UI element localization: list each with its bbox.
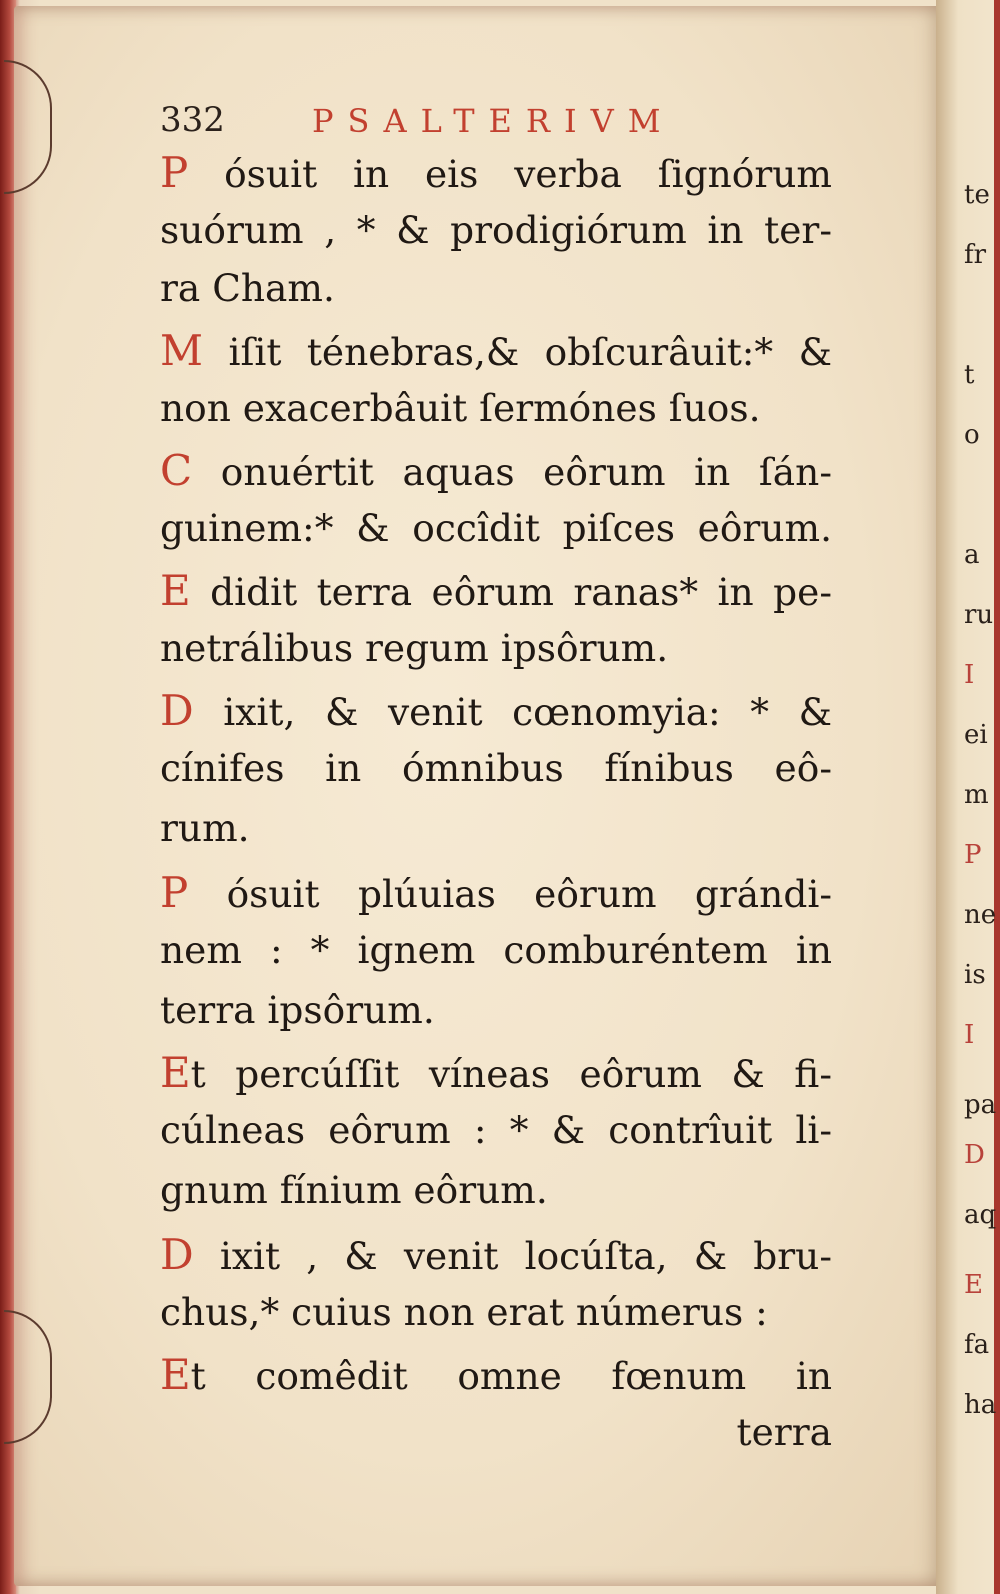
text-line xyxy=(160,746,832,806)
facing-page-fragment: E xyxy=(964,1270,983,1300)
facing-page-fragment: t xyxy=(964,360,975,390)
line-text: ra Cham. xyxy=(160,266,335,310)
facing-page-fragment: I xyxy=(964,1020,975,1050)
text-line xyxy=(160,1168,832,1228)
text-line xyxy=(160,148,832,208)
text-line xyxy=(160,506,832,566)
facing-page-fragment: D xyxy=(964,1140,985,1170)
text-line xyxy=(160,1350,832,1410)
facing-page-fragment: is xyxy=(964,960,986,990)
text-line xyxy=(160,1290,832,1350)
facing-page-fragment: fa xyxy=(964,1330,990,1360)
red-initial: P xyxy=(160,148,189,197)
facing-page-fragment: pa xyxy=(964,1090,997,1120)
facing-page-fragment: te xyxy=(964,180,990,210)
facing-page-edge xyxy=(936,0,1000,1594)
red-initial: M xyxy=(160,326,204,375)
text-line xyxy=(160,208,832,268)
text-line xyxy=(160,566,832,626)
facing-page-fragment: o xyxy=(964,420,980,450)
facing-page-fragment: I xyxy=(964,660,975,690)
red-initial: D xyxy=(160,686,194,735)
facing-page-fragment: ne xyxy=(964,900,997,930)
text-line xyxy=(160,386,832,446)
text-line xyxy=(160,988,832,1048)
line-text: chus,* cuius non erat númerus : xyxy=(160,1290,768,1334)
text-line xyxy=(160,266,832,326)
text-line xyxy=(160,1048,832,1108)
text-line xyxy=(160,1410,832,1470)
facing-page-fragment: ei xyxy=(964,720,988,750)
facing-red-edge xyxy=(994,0,1000,1594)
text-line xyxy=(160,868,832,928)
text-line xyxy=(160,686,832,746)
line-text: iſit ténebras,& obſcurâuit:* & xyxy=(203,330,832,374)
line-text: non exacerbâuit ſermónes ſuos. xyxy=(160,386,761,430)
running-title: PSALTERIVM xyxy=(312,102,675,140)
line-text: suórum , * & prodigiórum in ter- xyxy=(160,208,832,252)
text-line xyxy=(160,446,832,506)
facing-page-fragment: P xyxy=(964,840,982,870)
line-text: cínifes in ómnibus fínibus eô- xyxy=(160,746,832,790)
line-text: guinem:* & occîdit piſces eôrum. xyxy=(160,506,832,550)
line-text: terra ipsôrum. xyxy=(160,988,435,1032)
text-line xyxy=(160,626,832,686)
text-line xyxy=(160,326,832,386)
line-text: t percúſſit víneas eôrum & fi- xyxy=(190,1052,832,1096)
red-initial: D xyxy=(160,1230,194,1279)
red-initial: P xyxy=(160,868,189,917)
text-line xyxy=(160,928,832,988)
line-text: rum. xyxy=(160,806,250,850)
line-text: terra xyxy=(736,1410,832,1454)
text-line xyxy=(160,1108,832,1168)
line-text: ósuit plúuias eôrum grándi- xyxy=(188,872,832,916)
facing-page-fragment: ha xyxy=(964,1390,997,1420)
red-initial: E xyxy=(160,1350,191,1399)
facing-page-fragment: aq xyxy=(964,1200,997,1230)
line-text: ósuit in eis verba ſignórum xyxy=(188,152,832,196)
red-initial: C xyxy=(160,446,193,495)
facing-page-fragment: a xyxy=(964,540,980,570)
text-line xyxy=(160,806,832,866)
text-line xyxy=(160,1230,832,1290)
facing-page-fragment: fr xyxy=(964,240,987,270)
line-text: netrálibus regum ipsôrum. xyxy=(160,626,669,670)
facing-page-fragment: m xyxy=(964,780,989,810)
line-text: didit terra eôrum ranas* in pe- xyxy=(190,570,832,614)
folio-number: 332 xyxy=(160,100,225,140)
line-text: ixit , & venit locúſta, & bru- xyxy=(193,1234,832,1278)
line-text: cúlneas eôrum : * & contrîuit li- xyxy=(160,1108,832,1152)
red-initial: E xyxy=(160,566,191,615)
line-text: onuértit aquas eôrum in ſán- xyxy=(192,450,832,494)
line-text: nem : * ignem comburéntem in xyxy=(160,928,832,972)
line-text: ixit, & venit cœnomyia: * & xyxy=(193,690,832,734)
red-initial: E xyxy=(160,1048,191,1097)
line-text: t comêdit omne fœnum in xyxy=(190,1354,832,1398)
facing-page-fragment: ru xyxy=(964,600,994,630)
line-text: gnum fínium eôrum. xyxy=(160,1168,548,1212)
